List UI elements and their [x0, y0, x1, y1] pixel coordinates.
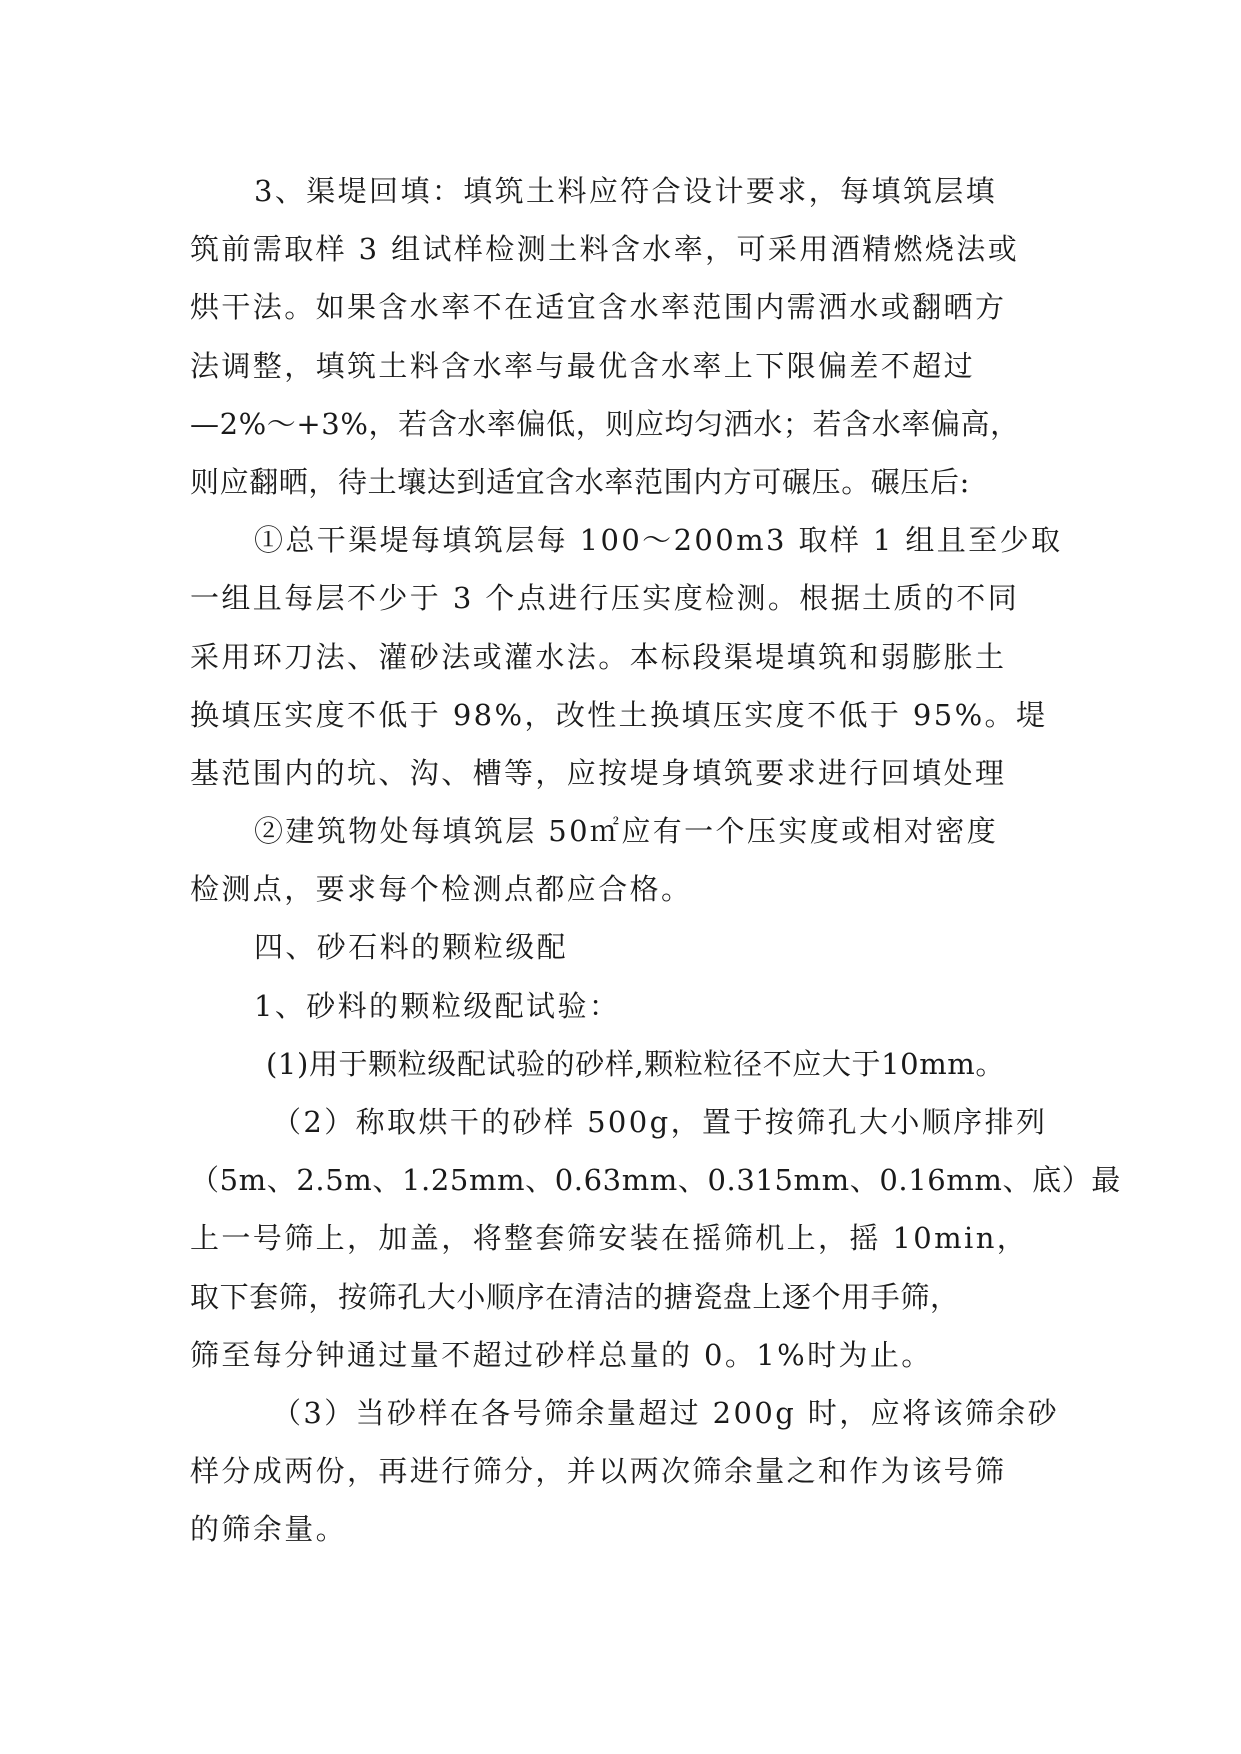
paragraph-line: 筛至每分钟通过量不超过砂样总量的 0。1%时为止。: [190, 1337, 933, 1372]
paragraph-line: 基范围内的坑、沟、槽等，应按堤身填筑要求进行回填处理: [190, 755, 1007, 790]
paragraph-line: （2）称取烘干的砂样 500g，置于按筛孔大小顺序排列: [272, 1105, 1048, 1139]
paragraph-line: 检测点，要求每个检测点都应合格。: [190, 872, 693, 907]
paragraph-line: 样分成两份，再进行筛分，并以两次筛余量之和作为该号筛: [190, 1454, 1007, 1489]
paragraph-line: 的筛余量。: [190, 1512, 348, 1547]
subsection-heading: 1、砂料的颗粒级配试验：: [254, 988, 621, 1023]
section-heading: 四、砂石料的颗粒级配: [254, 930, 569, 965]
paragraph-line: 筑前需取样 3 组试样检测土料含水率，可采用酒精燃烧法或: [190, 232, 1020, 267]
paragraph-line: 换填压实度不低于 98%，改性土换填压实度不低于 95%。堤: [190, 697, 1048, 732]
paragraph-line: 一组且每层不少于 3 个点进行压实度检测。根据土质的不同: [190, 581, 1020, 616]
paragraph-line: 取下套筛，按筛孔大小顺序在清洁的搪瓷盘上逐个用手筛，: [190, 1279, 960, 1314]
paragraph-line: 法调整，填筑土料含水率与最优含水率上下限偏差不超过: [190, 348, 976, 383]
paragraph-line: ②建筑物处每填筑层 50㎡应有一个压实度或相对密度: [254, 814, 999, 849]
paragraph-line: 采用环刀法、灌砂法或灌水法。本标段渠堤填筑和弱膨胀土: [190, 639, 1007, 674]
paragraph-line: (1)用于颗粒级配试验的砂样,颗粒粒径不应大于10mm。: [266, 1046, 1005, 1081]
paragraph-line: —2%～+3%，若含水率偏低，则应均匀洒水；若含水率偏高，: [190, 406, 1020, 441]
paragraph-line: ①总干渠堤每填筑层每 100～200m3 取样 1 组且至少取: [254, 523, 1063, 558]
paragraph-line: （3）当砂样在各号筛余量超过 200g 时，应将该筛余砂: [272, 1395, 1060, 1430]
paragraph-line: （5m、2.5m、1.25mm、0.63mm、0.315mm、0.16mm、底）最: [190, 1163, 1121, 1198]
paragraph-line: 3、渠堤回填：填筑土料应符合设计要求，每填筑层填: [254, 174, 998, 208]
paragraph-line: 则应翻晒，待土壤达到适宜含水率范围内方可碾压。碾压后:: [190, 464, 970, 499]
paragraph-line: 上一号筛上，加盖，将整套筛安装在摇筛机上，摇 10min，: [190, 1221, 1029, 1256]
paragraph-line: 烘干法。如果含水率不在适宜含水率范围内需洒水或翻晒方: [190, 290, 1007, 325]
document-body: [190, 162, 1121, 1559]
